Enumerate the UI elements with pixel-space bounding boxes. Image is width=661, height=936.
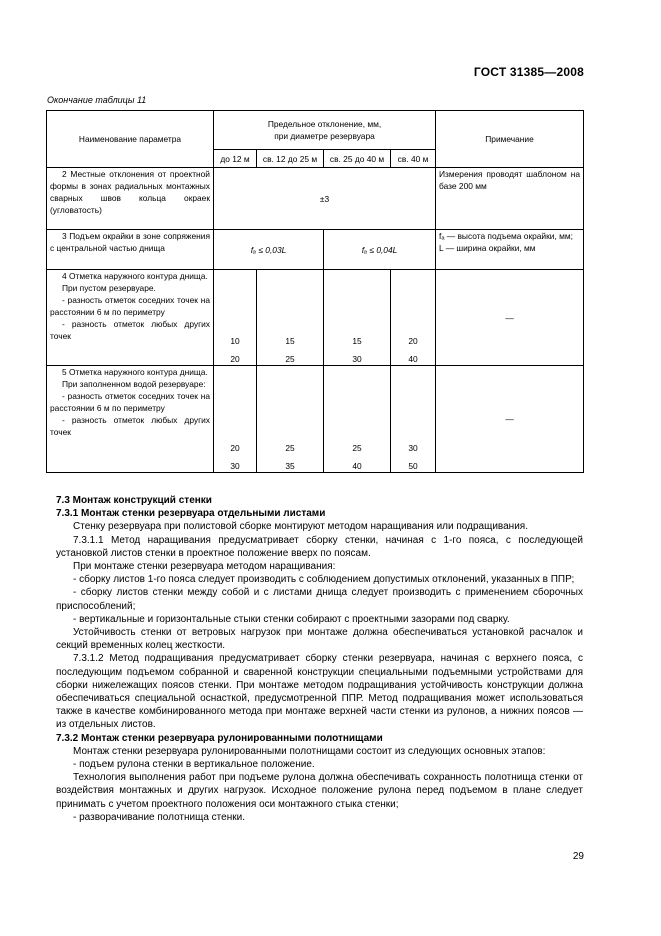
subheader-diameter: до 12 м — [214, 150, 257, 168]
row2-note: Измерения проводят шаблоном на базе 200 мм — [436, 168, 584, 230]
table-caption: Окончание таблицы 11 — [47, 95, 147, 105]
section-heading: 7.3.2 Монтаж стенки резервуара рулонированными полотнищами — [56, 732, 383, 744]
body-text — [56, 494, 583, 824]
table-row — [47, 230, 584, 270]
row3-parameter: 3 Подъем окрайки в зоне сопряжения с центральной частью днища — [47, 230, 214, 270]
table-row — [47, 168, 584, 230]
section-heading: 7.3 Монтаж конструкций стенки — [56, 495, 212, 506]
row3-note: fₐ — высота подъема окрайки, мм; L — ширина окрайки, мм — [436, 230, 584, 270]
body-paragraph: При монтаже стенки резервуара методом наращивания: — [73, 561, 336, 573]
body-paragraph: - подъем рулона стенки в вертикальное положение. — [73, 759, 315, 771]
row3-value-large: fₐ ≤ 0,04L — [324, 230, 436, 270]
body-paragraph: Монтаж стенки резервуара рулонированными полотнищами состоит из следующих основных этапов: — [73, 745, 546, 757]
row4-value: 10 20 — [214, 270, 257, 366]
row5-value: 25 35 — [257, 366, 324, 473]
row4-note: — — [436, 270, 584, 366]
section-heading: 7.3.1 Монтаж стенки резервуара отдельными листами — [56, 508, 326, 520]
body-paragraph: - разворачивание полотнища стенки. — [73, 811, 245, 823]
body-paragraph: Стенку резервуара при полистовой сборке монтируют методом наращивания или подращивания. — [73, 521, 528, 533]
document-code: ГОСТ 31385—2008 — [473, 65, 584, 79]
row4-parameter: 4 Отметка наружного контура днища. При пустом резервуаре. - разность отметок соседних точек на расстоянии 6 м по периметру - разность отметок любых других точек — [47, 270, 214, 366]
row5-parameter: 5 Отметка наружного контура днища. При заполненном водой резервуаре: - разность отметок соседних точек на расстоянии 6 м по периметру - разность отметок любых других точек — [47, 366, 214, 473]
body-paragraph: 7.3.1.2 Метод подращивания предусматривает сборку стенки резервуара, начиная с верхнего пояса, с последующим подъемом собранной и сваренной конструкции специальными подъемными устройствами для сборки нижележащих поясов стенки. При монтаже методом подращивания устойчивость конструкции должна обеспечиваться специальной оснасткой, предусмотренной ППР. Метод подращивания может использоваться также в качестве комбинированного метода при монтаже верхней части стенки из рулонов, а нижних поясов — из отдельных листов. — [56, 653, 583, 731]
row3-value-small: fₐ ≤ 0,03L — [214, 230, 324, 270]
subheader-diameter: св. 40 м — [391, 150, 436, 168]
body-paragraph: - сборку листов стенки между собой и с листами днища следует производить с применением сборочных приспособлений; — [56, 587, 583, 612]
page-number: 29 — [572, 851, 584, 862]
row2-parameter: 2 Местные отклонения от проектной формы в зонах радиальных монтажных сварных швов кольца окраек (угловатость) — [47, 168, 214, 230]
row2-value: ±3 — [214, 168, 436, 230]
table-row — [47, 270, 584, 366]
row5-value: 30 50 — [391, 366, 436, 473]
body-paragraph: Технология выполнения работ при подъеме рулона должна обеспечивать сохранность полотнища стенки от воздействия монтажных и других нагрузок. Исходное положение рулона перед подъемом в плане следует принимать с учетом проектного положения оси монтажного стыка стенки; — [56, 772, 583, 810]
row5-note: — — [436, 366, 584, 473]
row4-value: 15 30 — [324, 270, 391, 366]
tolerance-table — [46, 110, 584, 473]
table-row — [47, 366, 584, 473]
body-paragraph: - вертикальные и горизонтальные стыки стенки собирают с проектными зазорами под сварку. — [73, 613, 510, 625]
body-paragraph: 7.3.1.1 Метод наращивания предусматривает сборку стенки, начиная с 1-го пояса, с последующей установкой листов стенки в проектное положение вверх по поясам. — [56, 534, 583, 559]
header-deviation: Предельное отклонение, мм, при диаметре резервуара — [214, 111, 436, 150]
subheader-diameter: св. 12 до 25 м — [257, 150, 324, 168]
header-parameter: Наименование параметра — [47, 111, 214, 168]
body-paragraph: Устойчивость стенки от ветровых нагрузок при монтаже должна обеспечиваться установкой расчалок и секций временных колец жесткости. — [56, 627, 583, 652]
row5-value: 25 40 — [324, 366, 391, 473]
subheader-diameter: св. 25 до 40 м — [324, 150, 391, 168]
header-note: Примечание — [436, 111, 584, 168]
body-paragraph: - сборку листов 1-го пояса следует производить с соблюдением допустимых отклонений, указанных в ППР; — [73, 574, 575, 586]
row4-value: 20 40 — [391, 270, 436, 366]
row5-value: 20 30 — [214, 366, 257, 473]
row4-value: 15 25 — [257, 270, 324, 366]
